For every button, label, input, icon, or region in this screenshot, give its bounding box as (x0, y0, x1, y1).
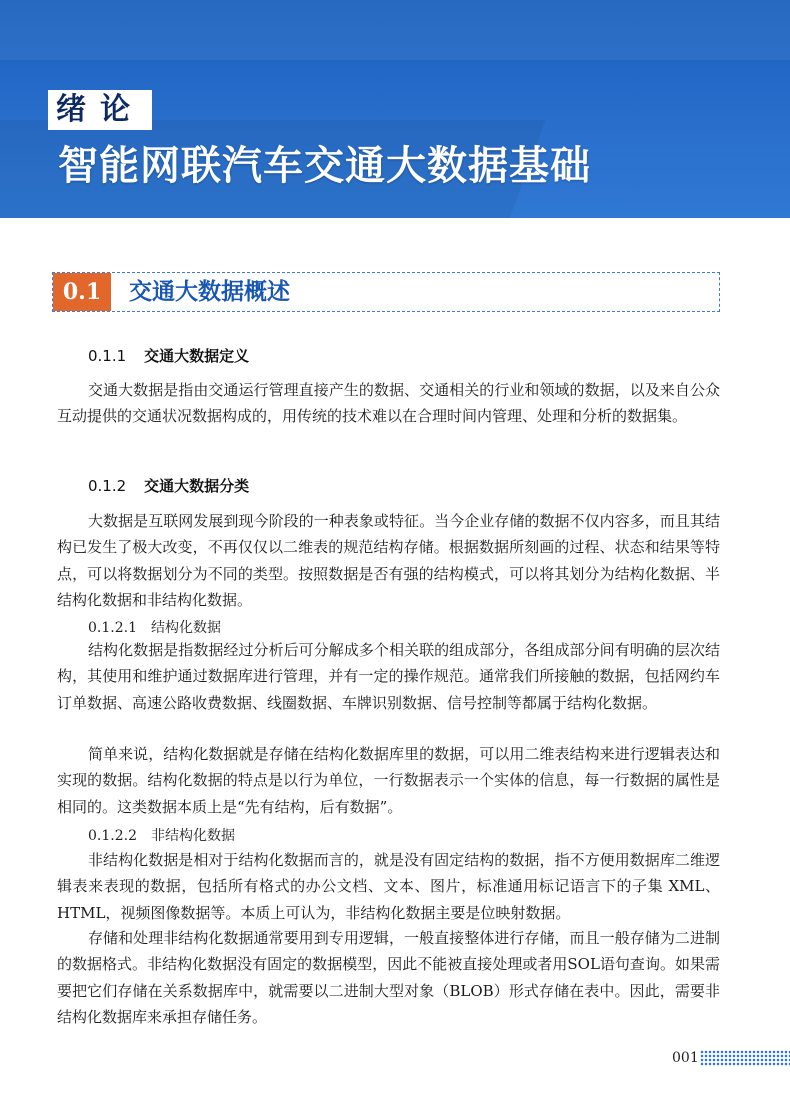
subsection-heading (88, 475, 249, 496)
subsubsection-heading (88, 825, 235, 845)
subsection-title: 交通大数据分类 (144, 477, 250, 495)
subsection-title: 交通大数据定义 (144, 347, 250, 365)
paragraph: 存储和处理非结构化数据通常要用到专用逻辑，一般直接整体进行存储，而且一般存储为二进制的数据格式。非结构化数据没有固定的数据模型，因此不能被直接处理或者用SOL语句查询。如果需要把它们存储在关系数据库中，就需要以二进制大型对象（BLOB）形式存储在表中。因此，需要非结构化数据库来承担存储任务。 (57, 929, 720, 1026)
section-heading (52, 272, 720, 312)
paragraph: 结构化数据是指数据经过分析后可分解成多个相关联的组成部分，各组成部分间有明确的层次结构，其使用和维护通过数据库进行管理，并有一定的操作规范。通常我们所接触的数据，包括网约车订单数据、高速公路收费数据、线圈数据、车牌识别数据、信号控制等都属于结构化数据。 (57, 641, 720, 712)
chapter-title: 智能网联汽车交通大数据基础 (58, 143, 591, 189)
paragraph: 大数据是互联网发展到现今阶段的一种表象或特征。当今企业存储的数据不仅内容多，而且其结构已发生了极大改变，不再仅仅以二维表的规范结构存储。根据数据所刻画的过程、状态和结果等特点，可以将数据划分为不同的类型。按照数据是否有强的结构模式，可以将其划分为结构化数据、半结构化数据和非结构化数据。 (57, 512, 720, 609)
subsubsection-number: 0.1.2.1 (88, 620, 137, 636)
section-title: 交通大数据概述 (129, 279, 290, 305)
subsection-number: 0.1.2 (88, 477, 127, 495)
subsection-heading (88, 345, 249, 366)
subsubsection-heading (88, 617, 221, 637)
page-number-decoration (700, 1050, 790, 1066)
chapter-tag: 绪论 (48, 90, 152, 130)
subsection-number: 0.1.1 (88, 347, 127, 365)
paragraph: 非结构化数据是相对于结构化数据而言的，就是没有固定结构的数据，指不方便用数据库二维逻辑表来表现的数据，包括所有格式的办公文档、文本、图片，标准通用标记语言下的子集 XML、HTML，视频图像数据等。本质上可认为，非结构化数据主要是位映射数据。 (57, 851, 720, 922)
page-number: 001 (672, 1050, 699, 1066)
chapter-banner (0, 0, 790, 218)
subsubsection-title: 非结构化数据 (150, 828, 235, 844)
section-number: 0.1 (53, 273, 111, 311)
paragraph: 简单来说，结构化数据就是存储在结构化数据库里的数据，可以用二维表结构来进行逻辑表达和实现的数据。结构化数据的特点是以行为单位，一行数据表示一个实体的信息，每一行数据的属性是相同的。这类数据本质上是“先有结构，后有数据”。 (57, 745, 720, 816)
banner-decoration (0, 0, 790, 60)
subsubsection-title: 结构化数据 (150, 620, 221, 636)
paragraph: 交通大数据是指由交通运行管理直接产生的数据、交通相关的行业和领域的数据，以及来自公众互动提供的交通状况数据构成的，用传统的技术难以在合理时间内管理、处理和分析的数据集。 (57, 381, 720, 426)
subsubsection-number: 0.1.2.2 (88, 828, 137, 844)
